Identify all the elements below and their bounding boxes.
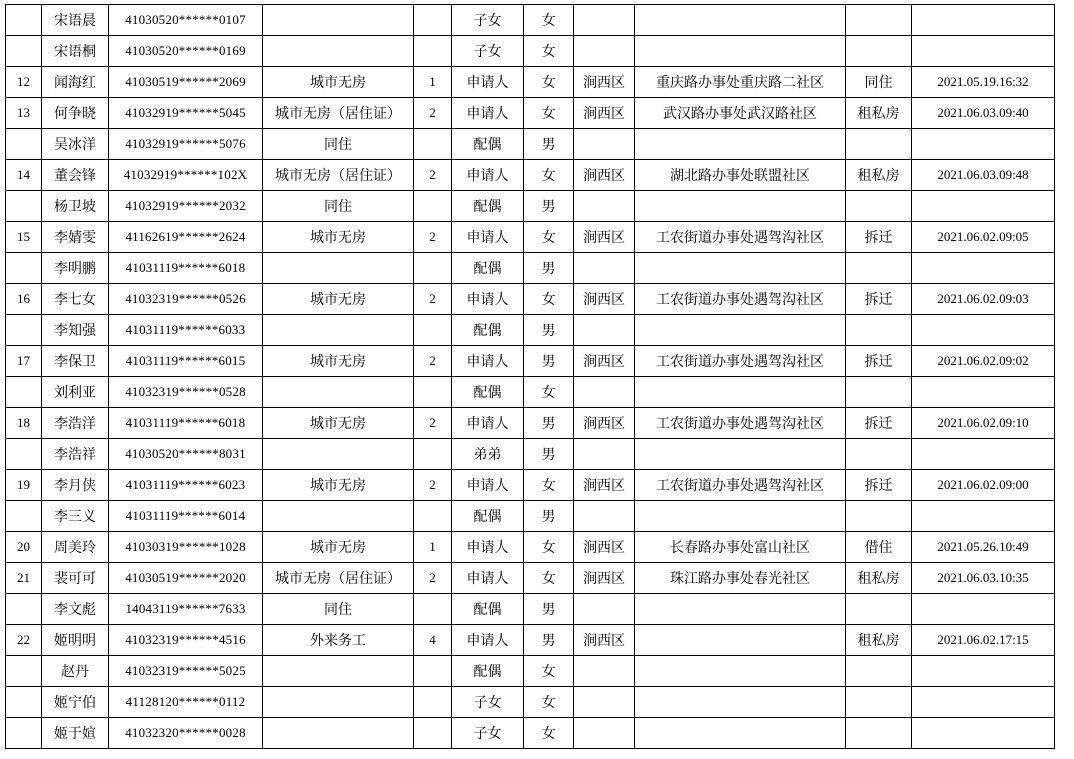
household-count-cell: 2 bbox=[414, 284, 452, 315]
housing-status-cell: 租私房 bbox=[846, 625, 912, 656]
district-cell: 涧西区 bbox=[574, 98, 635, 129]
community-cell bbox=[635, 625, 846, 656]
id-number-cell: 41031119******6023 bbox=[109, 470, 263, 501]
id-number-cell: 41032919******5045 bbox=[109, 98, 263, 129]
row-number-cell bbox=[6, 718, 42, 749]
community-cell bbox=[635, 439, 846, 470]
community-cell bbox=[635, 191, 846, 222]
applicant-name-cell: 李月侠 bbox=[42, 470, 109, 501]
relation-cell: 子女 bbox=[452, 687, 524, 718]
household-count-cell bbox=[414, 315, 452, 346]
id-number-cell: 41030519******2020 bbox=[109, 563, 263, 594]
submit-time-cell: 2021.05.19.16:32 bbox=[912, 67, 1055, 98]
applicant-name-cell: 李知强 bbox=[42, 315, 109, 346]
relation-cell: 申请人 bbox=[452, 346, 524, 377]
table-row bbox=[6, 160, 1055, 191]
gender-cell: 女 bbox=[524, 718, 574, 749]
district-cell: 涧西区 bbox=[574, 625, 635, 656]
housing-type-cell: 城市无房 bbox=[263, 67, 414, 98]
row-number-cell bbox=[6, 594, 42, 625]
table-row bbox=[6, 594, 1055, 625]
relation-cell: 申请人 bbox=[452, 98, 524, 129]
gender-cell: 女 bbox=[524, 470, 574, 501]
applicant-name-cell: 杨卫坡 bbox=[42, 191, 109, 222]
community-cell: 武汉路办事处武汉路社区 bbox=[635, 98, 846, 129]
submit-time-cell: 2021.06.02.09:02 bbox=[912, 346, 1055, 377]
housing-status-cell bbox=[846, 253, 912, 284]
applicant-name-cell: 李明鹏 bbox=[42, 253, 109, 284]
table-row bbox=[6, 501, 1055, 532]
applicant-name-cell: 李七女 bbox=[42, 284, 109, 315]
household-count-cell: 2 bbox=[414, 98, 452, 129]
community-cell: 重庆路办事处重庆路二社区 bbox=[635, 67, 846, 98]
district-cell: 涧西区 bbox=[574, 346, 635, 377]
gender-cell: 男 bbox=[524, 625, 574, 656]
id-number-cell: 41128120******0112 bbox=[109, 687, 263, 718]
gender-cell: 女 bbox=[524, 563, 574, 594]
relation-cell: 配偶 bbox=[452, 315, 524, 346]
household-count-cell bbox=[414, 253, 452, 284]
submit-time-cell: 2021.06.03.09:48 bbox=[912, 160, 1055, 191]
applicant-name-cell: 姬宁伯 bbox=[42, 687, 109, 718]
row-number-cell bbox=[6, 191, 42, 222]
row-number-cell bbox=[6, 5, 42, 36]
community-cell bbox=[635, 129, 846, 160]
housing-status-cell bbox=[846, 315, 912, 346]
submit-time-cell bbox=[912, 5, 1055, 36]
gender-cell: 男 bbox=[524, 346, 574, 377]
submit-time-cell bbox=[912, 377, 1055, 408]
row-number-cell bbox=[6, 315, 42, 346]
relation-cell: 配偶 bbox=[452, 594, 524, 625]
gender-cell: 男 bbox=[524, 501, 574, 532]
housing-status-cell: 同住 bbox=[846, 67, 912, 98]
housing-status-cell bbox=[846, 687, 912, 718]
table-row bbox=[6, 98, 1055, 129]
applicant-name-cell: 李保卫 bbox=[42, 346, 109, 377]
submit-time-cell: 2021.06.03.10:35 bbox=[912, 563, 1055, 594]
housing-type-cell: 城市无房（居住证） bbox=[263, 160, 414, 191]
household-count-cell bbox=[414, 594, 452, 625]
gender-cell: 女 bbox=[524, 67, 574, 98]
row-number-cell: 17 bbox=[6, 346, 42, 377]
gender-cell: 男 bbox=[524, 129, 574, 160]
district-cell: 涧西区 bbox=[574, 222, 635, 253]
district-cell: 涧西区 bbox=[574, 532, 635, 563]
row-number-cell bbox=[6, 253, 42, 284]
applicant-name-cell: 吴冰洋 bbox=[42, 129, 109, 160]
housing-status-cell bbox=[846, 5, 912, 36]
community-cell: 工农街道办事处遇驾沟社区 bbox=[635, 284, 846, 315]
submit-time-cell bbox=[912, 687, 1055, 718]
household-count-cell: 4 bbox=[414, 625, 452, 656]
district-cell bbox=[574, 191, 635, 222]
submit-time-cell bbox=[912, 718, 1055, 749]
id-number-cell: 41032319******4516 bbox=[109, 625, 263, 656]
table-row bbox=[6, 687, 1055, 718]
submit-time-cell: 2021.06.02.09:03 bbox=[912, 284, 1055, 315]
district-cell: 涧西区 bbox=[574, 160, 635, 191]
housing-type-cell: 城市无房 bbox=[263, 346, 414, 377]
gender-cell: 男 bbox=[524, 253, 574, 284]
applicant-table bbox=[5, 4, 1055, 749]
relation-cell: 子女 bbox=[452, 5, 524, 36]
id-number-cell: 41031119******6018 bbox=[109, 408, 263, 439]
submit-time-cell bbox=[912, 36, 1055, 67]
housing-type-cell bbox=[263, 377, 414, 408]
household-count-cell: 2 bbox=[414, 408, 452, 439]
applicant-name-cell: 赵丹 bbox=[42, 656, 109, 687]
row-number-cell bbox=[6, 656, 42, 687]
row-number-cell: 18 bbox=[6, 408, 42, 439]
gender-cell: 男 bbox=[524, 594, 574, 625]
housing-type-cell: 城市无房 bbox=[263, 470, 414, 501]
relation-cell: 配偶 bbox=[452, 253, 524, 284]
housing-status-cell: 借住 bbox=[846, 532, 912, 563]
housing-status-cell: 租私房 bbox=[846, 98, 912, 129]
submit-time-cell: 2021.06.02.09:10 bbox=[912, 408, 1055, 439]
gender-cell: 女 bbox=[524, 222, 574, 253]
district-cell bbox=[574, 129, 635, 160]
housing-type-cell: 城市无房 bbox=[263, 222, 414, 253]
id-number-cell: 41031119******6014 bbox=[109, 501, 263, 532]
id-number-cell: 41032919******102X bbox=[109, 160, 263, 191]
housing-type-cell bbox=[263, 656, 414, 687]
community-cell: 工农街道办事处遇驾沟社区 bbox=[635, 470, 846, 501]
household-count-cell bbox=[414, 687, 452, 718]
household-count-cell bbox=[414, 129, 452, 160]
relation-cell: 配偶 bbox=[452, 191, 524, 222]
gender-cell: 男 bbox=[524, 439, 574, 470]
id-number-cell: 41031119******6033 bbox=[109, 315, 263, 346]
district-cell: 涧西区 bbox=[574, 470, 635, 501]
district-cell bbox=[574, 687, 635, 718]
id-number-cell: 41031119******6015 bbox=[109, 346, 263, 377]
housing-status-cell bbox=[846, 191, 912, 222]
community-cell bbox=[635, 594, 846, 625]
id-number-cell: 41162619******2624 bbox=[109, 222, 263, 253]
gender-cell: 女 bbox=[524, 377, 574, 408]
housing-status-cell bbox=[846, 718, 912, 749]
id-number-cell: 41032319******0526 bbox=[109, 284, 263, 315]
submit-time-cell bbox=[912, 253, 1055, 284]
housing-status-cell: 拆迁 bbox=[846, 408, 912, 439]
applicant-name-cell: 宋语晨 bbox=[42, 5, 109, 36]
district-cell bbox=[574, 377, 635, 408]
housing-type-cell bbox=[263, 5, 414, 36]
community-cell bbox=[635, 36, 846, 67]
community-cell: 工农街道办事处遇驾沟社区 bbox=[635, 346, 846, 377]
relation-cell: 配偶 bbox=[452, 129, 524, 160]
gender-cell: 女 bbox=[524, 5, 574, 36]
housing-type-cell: 城市无房（居住证） bbox=[263, 563, 414, 594]
community-cell: 工农街道办事处遇驾沟社区 bbox=[635, 408, 846, 439]
table-row bbox=[6, 377, 1055, 408]
relation-cell: 申请人 bbox=[452, 408, 524, 439]
relation-cell: 申请人 bbox=[452, 563, 524, 594]
community-cell bbox=[635, 253, 846, 284]
id-number-cell: 41032320******0028 bbox=[109, 718, 263, 749]
applicant-name-cell: 董会锋 bbox=[42, 160, 109, 191]
community-cell bbox=[635, 501, 846, 532]
district-cell bbox=[574, 439, 635, 470]
community-cell bbox=[635, 656, 846, 687]
housing-status-cell: 租私房 bbox=[846, 563, 912, 594]
household-count-cell bbox=[414, 191, 452, 222]
household-count-cell: 2 bbox=[414, 563, 452, 594]
household-count-cell bbox=[414, 36, 452, 67]
housing-type-cell bbox=[263, 315, 414, 346]
household-count-cell bbox=[414, 5, 452, 36]
community-cell bbox=[635, 687, 846, 718]
table-row bbox=[6, 532, 1055, 563]
gender-cell: 女 bbox=[524, 687, 574, 718]
applicant-name-cell: 刘利亚 bbox=[42, 377, 109, 408]
household-count-cell bbox=[414, 439, 452, 470]
housing-status-cell: 拆迁 bbox=[846, 222, 912, 253]
id-number-cell: 41030319******1028 bbox=[109, 532, 263, 563]
housing-status-cell: 拆迁 bbox=[846, 346, 912, 377]
district-cell bbox=[574, 253, 635, 284]
table-row bbox=[6, 222, 1055, 253]
housing-type-cell: 城市无房（居住证） bbox=[263, 98, 414, 129]
row-number-cell: 21 bbox=[6, 563, 42, 594]
gender-cell: 男 bbox=[524, 191, 574, 222]
housing-status-cell bbox=[846, 36, 912, 67]
table-row bbox=[6, 315, 1055, 346]
relation-cell: 配偶 bbox=[452, 656, 524, 687]
district-cell bbox=[574, 594, 635, 625]
relation-cell: 弟弟 bbox=[452, 439, 524, 470]
id-number-cell: 41032919******5076 bbox=[109, 129, 263, 160]
id-number-cell: 14043119******7633 bbox=[109, 594, 263, 625]
table-row bbox=[6, 563, 1055, 594]
table-row bbox=[6, 5, 1055, 36]
row-number-cell bbox=[6, 439, 42, 470]
housing-status-cell: 租私房 bbox=[846, 160, 912, 191]
relation-cell: 子女 bbox=[452, 36, 524, 67]
submit-time-cell bbox=[912, 594, 1055, 625]
household-count-cell: 1 bbox=[414, 532, 452, 563]
housing-status-cell bbox=[846, 377, 912, 408]
applicant-name-cell: 李浩洋 bbox=[42, 408, 109, 439]
community-cell bbox=[635, 5, 846, 36]
housing-type-cell: 同住 bbox=[263, 191, 414, 222]
row-number-cell: 13 bbox=[6, 98, 42, 129]
submit-time-cell bbox=[912, 501, 1055, 532]
gender-cell: 女 bbox=[524, 532, 574, 563]
gender-cell: 女 bbox=[524, 160, 574, 191]
table-row bbox=[6, 284, 1055, 315]
applicant-name-cell: 宋语桐 bbox=[42, 36, 109, 67]
gender-cell: 女 bbox=[524, 98, 574, 129]
table-row bbox=[6, 625, 1055, 656]
id-number-cell: 41030520******0169 bbox=[109, 36, 263, 67]
housing-type-cell: 外来务工 bbox=[263, 625, 414, 656]
district-cell bbox=[574, 718, 635, 749]
applicant-name-cell: 周美玲 bbox=[42, 532, 109, 563]
household-count-cell: 2 bbox=[414, 346, 452, 377]
submit-time-cell: 2021.06.02.09:00 bbox=[912, 470, 1055, 501]
submit-time-cell: 2021.05.26.10:49 bbox=[912, 532, 1055, 563]
table-row bbox=[6, 253, 1055, 284]
table-row bbox=[6, 470, 1055, 501]
applicant-name-cell: 李浩祥 bbox=[42, 439, 109, 470]
row-number-cell bbox=[6, 129, 42, 160]
community-cell: 湖北路办事处联盟社区 bbox=[635, 160, 846, 191]
household-count-cell: 1 bbox=[414, 67, 452, 98]
table-row bbox=[6, 408, 1055, 439]
table-row bbox=[6, 718, 1055, 749]
housing-status-cell: 拆迁 bbox=[846, 470, 912, 501]
housing-type-cell: 城市无房 bbox=[263, 284, 414, 315]
household-count-cell bbox=[414, 656, 452, 687]
housing-status-cell bbox=[846, 656, 912, 687]
id-number-cell: 41030520******0107 bbox=[109, 5, 263, 36]
district-cell bbox=[574, 36, 635, 67]
relation-cell: 申请人 bbox=[452, 470, 524, 501]
housing-type-cell: 同住 bbox=[263, 129, 414, 160]
row-number-cell: 15 bbox=[6, 222, 42, 253]
relation-cell: 申请人 bbox=[452, 625, 524, 656]
row-number-cell: 16 bbox=[6, 284, 42, 315]
applicant-name-cell: 李婧雯 bbox=[42, 222, 109, 253]
id-number-cell: 41030520******8031 bbox=[109, 439, 263, 470]
row-number-cell: 19 bbox=[6, 470, 42, 501]
relation-cell: 配偶 bbox=[452, 377, 524, 408]
applicant-name-cell: 裴可可 bbox=[42, 563, 109, 594]
relation-cell: 配偶 bbox=[452, 501, 524, 532]
relation-cell: 申请人 bbox=[452, 284, 524, 315]
housing-type-cell bbox=[263, 687, 414, 718]
row-number-cell bbox=[6, 377, 42, 408]
housing-status-cell bbox=[846, 501, 912, 532]
submit-time-cell bbox=[912, 439, 1055, 470]
community-cell bbox=[635, 377, 846, 408]
household-count-cell: 2 bbox=[414, 160, 452, 191]
submit-time-cell bbox=[912, 656, 1055, 687]
id-number-cell: 41032919******2032 bbox=[109, 191, 263, 222]
table-row bbox=[6, 191, 1055, 222]
relation-cell: 申请人 bbox=[452, 67, 524, 98]
district-cell bbox=[574, 656, 635, 687]
applicant-name-cell: 李文彪 bbox=[42, 594, 109, 625]
district-cell: 涧西区 bbox=[574, 67, 635, 98]
applicant-name-cell: 李三义 bbox=[42, 501, 109, 532]
community-cell: 长春路办事处富山社区 bbox=[635, 532, 846, 563]
id-number-cell: 41032319******5025 bbox=[109, 656, 263, 687]
district-cell: 涧西区 bbox=[574, 563, 635, 594]
district-cell bbox=[574, 501, 635, 532]
submit-time-cell bbox=[912, 315, 1055, 346]
gender-cell: 男 bbox=[524, 315, 574, 346]
relation-cell: 申请人 bbox=[452, 160, 524, 191]
submit-time-cell: 2021.06.02.09:05 bbox=[912, 222, 1055, 253]
submit-time-cell bbox=[912, 129, 1055, 160]
housing-type-cell: 城市无房 bbox=[263, 408, 414, 439]
community-cell bbox=[635, 315, 846, 346]
district-cell: 涧西区 bbox=[574, 408, 635, 439]
district-cell bbox=[574, 5, 635, 36]
table-row bbox=[6, 36, 1055, 67]
applicant-name-cell: 姬明明 bbox=[42, 625, 109, 656]
table-row bbox=[6, 67, 1055, 98]
housing-status-cell bbox=[846, 594, 912, 625]
community-cell bbox=[635, 718, 846, 749]
gender-cell: 男 bbox=[524, 408, 574, 439]
id-number-cell: 41030519******2069 bbox=[109, 67, 263, 98]
applicant-name-cell: 姬于媗 bbox=[42, 718, 109, 749]
row-number-cell: 22 bbox=[6, 625, 42, 656]
table-row bbox=[6, 439, 1055, 470]
row-number-cell bbox=[6, 36, 42, 67]
relation-cell: 申请人 bbox=[452, 222, 524, 253]
household-count-cell bbox=[414, 718, 452, 749]
relation-cell: 申请人 bbox=[452, 532, 524, 563]
household-count-cell bbox=[414, 377, 452, 408]
household-count-cell bbox=[414, 501, 452, 532]
applicant-name-cell: 何争晓 bbox=[42, 98, 109, 129]
submit-time-cell bbox=[912, 191, 1055, 222]
relation-cell: 子女 bbox=[452, 718, 524, 749]
household-count-cell: 2 bbox=[414, 470, 452, 501]
housing-type-cell bbox=[263, 501, 414, 532]
district-cell bbox=[574, 315, 635, 346]
housing-type-cell: 同住 bbox=[263, 594, 414, 625]
housing-status-cell: 拆迁 bbox=[846, 284, 912, 315]
housing-type-cell bbox=[263, 253, 414, 284]
community-cell: 工农街道办事处遇驾沟社区 bbox=[635, 222, 846, 253]
row-number-cell bbox=[6, 501, 42, 532]
table-row bbox=[6, 656, 1055, 687]
row-number-cell: 12 bbox=[6, 67, 42, 98]
housing-type-cell bbox=[263, 439, 414, 470]
housing-type-cell: 城市无房 bbox=[263, 532, 414, 563]
table-row bbox=[6, 346, 1055, 377]
row-number-cell: 14 bbox=[6, 160, 42, 191]
id-number-cell: 41032319******0528 bbox=[109, 377, 263, 408]
submit-time-cell: 2021.06.03.09:40 bbox=[912, 98, 1055, 129]
housing-type-cell bbox=[263, 36, 414, 67]
housing-type-cell bbox=[263, 718, 414, 749]
gender-cell: 女 bbox=[524, 284, 574, 315]
applicant-name-cell: 闻海红 bbox=[42, 67, 109, 98]
gender-cell: 女 bbox=[524, 656, 574, 687]
housing-status-cell bbox=[846, 129, 912, 160]
gender-cell: 女 bbox=[524, 36, 574, 67]
row-number-cell bbox=[6, 687, 42, 718]
community-cell: 珠江路办事处春光社区 bbox=[635, 563, 846, 594]
row-number-cell: 20 bbox=[6, 532, 42, 563]
table-row bbox=[6, 129, 1055, 160]
id-number-cell: 41031119******6018 bbox=[109, 253, 263, 284]
housing-status-cell bbox=[846, 439, 912, 470]
district-cell: 涧西区 bbox=[574, 284, 635, 315]
table-body bbox=[6, 5, 1055, 749]
household-count-cell: 2 bbox=[414, 222, 452, 253]
submit-time-cell: 2021.06.02.17:15 bbox=[912, 625, 1055, 656]
